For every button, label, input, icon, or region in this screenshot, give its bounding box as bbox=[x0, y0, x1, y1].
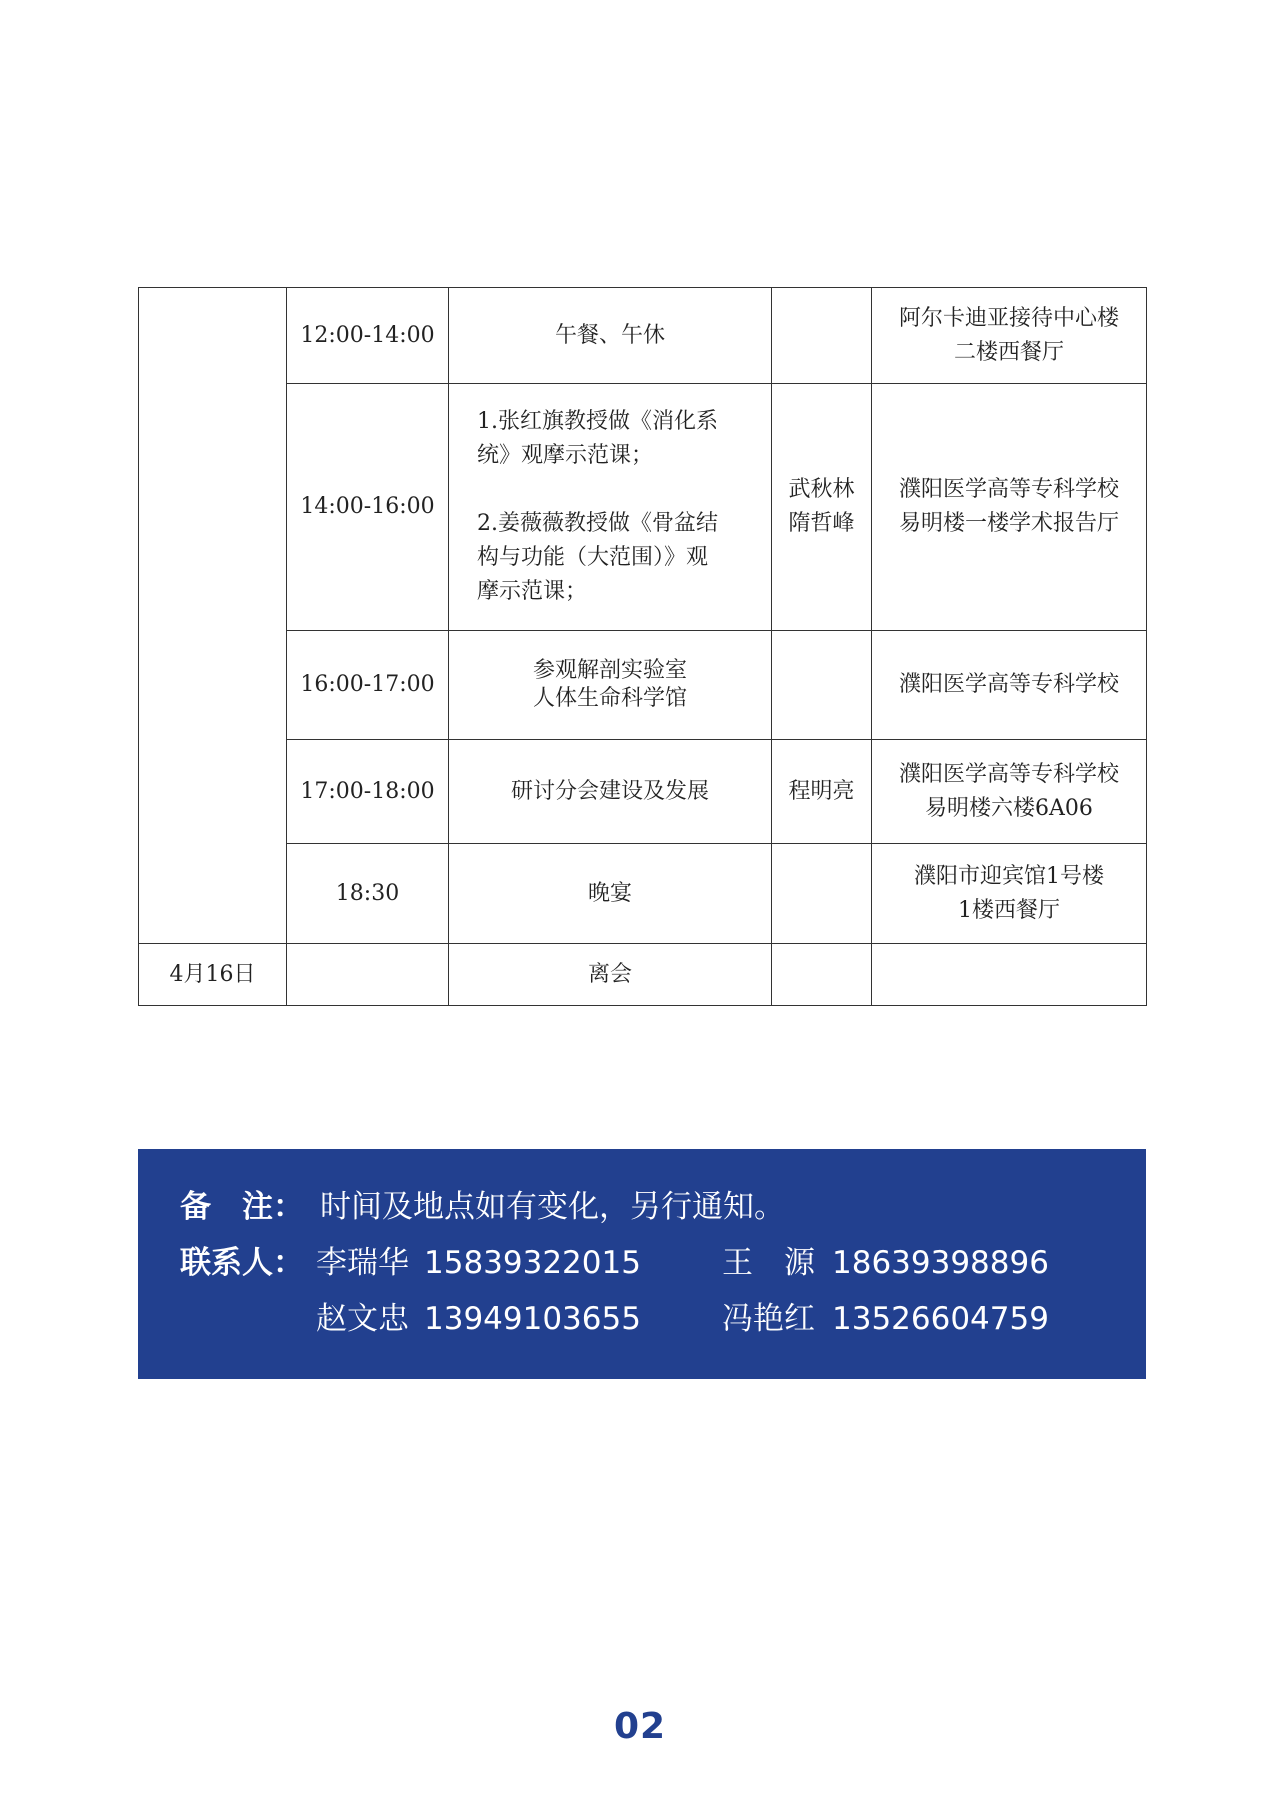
contact-name: 李瑞华 bbox=[316, 1245, 409, 1281]
host-cell bbox=[772, 288, 872, 384]
location-line: 濮阳医学高等专科学校 bbox=[898, 761, 1119, 787]
content-cell bbox=[449, 288, 772, 384]
location-line: 阿尔卡迪亚接待中心楼 bbox=[898, 305, 1119, 331]
host-line: 武秋林 bbox=[788, 477, 855, 502]
location-line: 易明楼六楼6A06 bbox=[925, 795, 1093, 821]
content-line: 参观解剖实验室 bbox=[532, 658, 687, 683]
time-cell: 14:00-16:00 bbox=[287, 384, 449, 631]
content-paragraph bbox=[477, 405, 753, 473]
host-cell bbox=[772, 631, 872, 740]
table-row bbox=[139, 944, 1147, 1006]
contact-name: 王 源 bbox=[722, 1245, 815, 1281]
host-line: 程明亮 bbox=[788, 778, 855, 804]
content-line: 午餐、午休 bbox=[554, 322, 665, 348]
location-cell bbox=[872, 844, 1147, 944]
contact-phone: 15839322015 bbox=[424, 1245, 641, 1281]
time-cell: 16:00-17:00 bbox=[287, 631, 449, 740]
host-cell bbox=[772, 740, 872, 844]
contact-label: 联系人： bbox=[180, 1245, 304, 1281]
location-cell bbox=[872, 288, 1147, 384]
content-paragraph bbox=[477, 507, 753, 609]
contact-phone: 18639398896 bbox=[832, 1245, 1049, 1281]
location-line: 易明楼一楼学术报告厅 bbox=[898, 511, 1119, 536]
content-cell bbox=[449, 631, 772, 740]
content-line: 2.姜薇薇教授做《骨盆结 bbox=[477, 511, 718, 536]
location-line: 濮阳医学高等专科学校 bbox=[898, 672, 1119, 697]
time-cell: 12:00-14:00 bbox=[287, 288, 449, 384]
content-cell: 离会 bbox=[449, 944, 772, 1006]
content-line: 统》观摩示范课； bbox=[477, 443, 654, 468]
location-cell bbox=[872, 631, 1147, 740]
location-cell bbox=[872, 740, 1147, 844]
notes-panel bbox=[138, 1149, 1146, 1379]
location-line: 濮阳医学高等专科学校 bbox=[898, 477, 1119, 502]
contact-phone: 13526604759 bbox=[832, 1301, 1049, 1337]
table-row bbox=[139, 740, 1147, 844]
location-cell bbox=[872, 384, 1147, 631]
remark-label: 备 注： bbox=[180, 1189, 304, 1225]
schedule-table bbox=[138, 287, 1147, 1006]
content-line: 构与功能（大范围）》观 bbox=[477, 545, 709, 570]
host-line: 隋哲峰 bbox=[788, 511, 855, 536]
table-row bbox=[139, 844, 1147, 944]
table-row bbox=[139, 288, 1147, 384]
content-line: 1.张红旗教授做《消化系 bbox=[477, 409, 718, 434]
time-cell: 18:30 bbox=[287, 844, 449, 944]
contact-name: 赵文忠 bbox=[316, 1301, 409, 1337]
content-line: 摩示范课； bbox=[477, 579, 588, 604]
date-cell-empty bbox=[139, 288, 287, 944]
remark-text: 时间及地点如有变化，另行通知。 bbox=[320, 1189, 785, 1225]
location-cell bbox=[872, 944, 1147, 1006]
content-cell bbox=[449, 740, 772, 844]
content-line: 研讨分会建设及发展 bbox=[510, 778, 709, 804]
location-line: 二楼西餐厅 bbox=[953, 339, 1064, 365]
time-cell bbox=[287, 944, 449, 1006]
content-line: 晚宴 bbox=[587, 880, 632, 906]
contact-phone: 13949103655 bbox=[424, 1301, 641, 1337]
contact-name: 冯艳红 bbox=[722, 1301, 815, 1337]
content-cell bbox=[449, 384, 772, 631]
content-cell bbox=[449, 844, 772, 944]
content-line: 人体生命科学馆 bbox=[532, 686, 687, 711]
table-row bbox=[139, 631, 1147, 740]
host-cell bbox=[772, 844, 872, 944]
date-cell: 4月16日 bbox=[139, 944, 287, 1006]
location-line: 濮阳市迎宾馆1号楼 bbox=[914, 863, 1104, 889]
host-cell bbox=[772, 944, 872, 1006]
table-row bbox=[139, 384, 1147, 631]
page-number: 02 bbox=[613, 1706, 667, 1747]
host-cell bbox=[772, 384, 872, 631]
location-line: 1楼西餐厅 bbox=[958, 897, 1060, 923]
time-cell: 17:00-18:00 bbox=[287, 740, 449, 844]
